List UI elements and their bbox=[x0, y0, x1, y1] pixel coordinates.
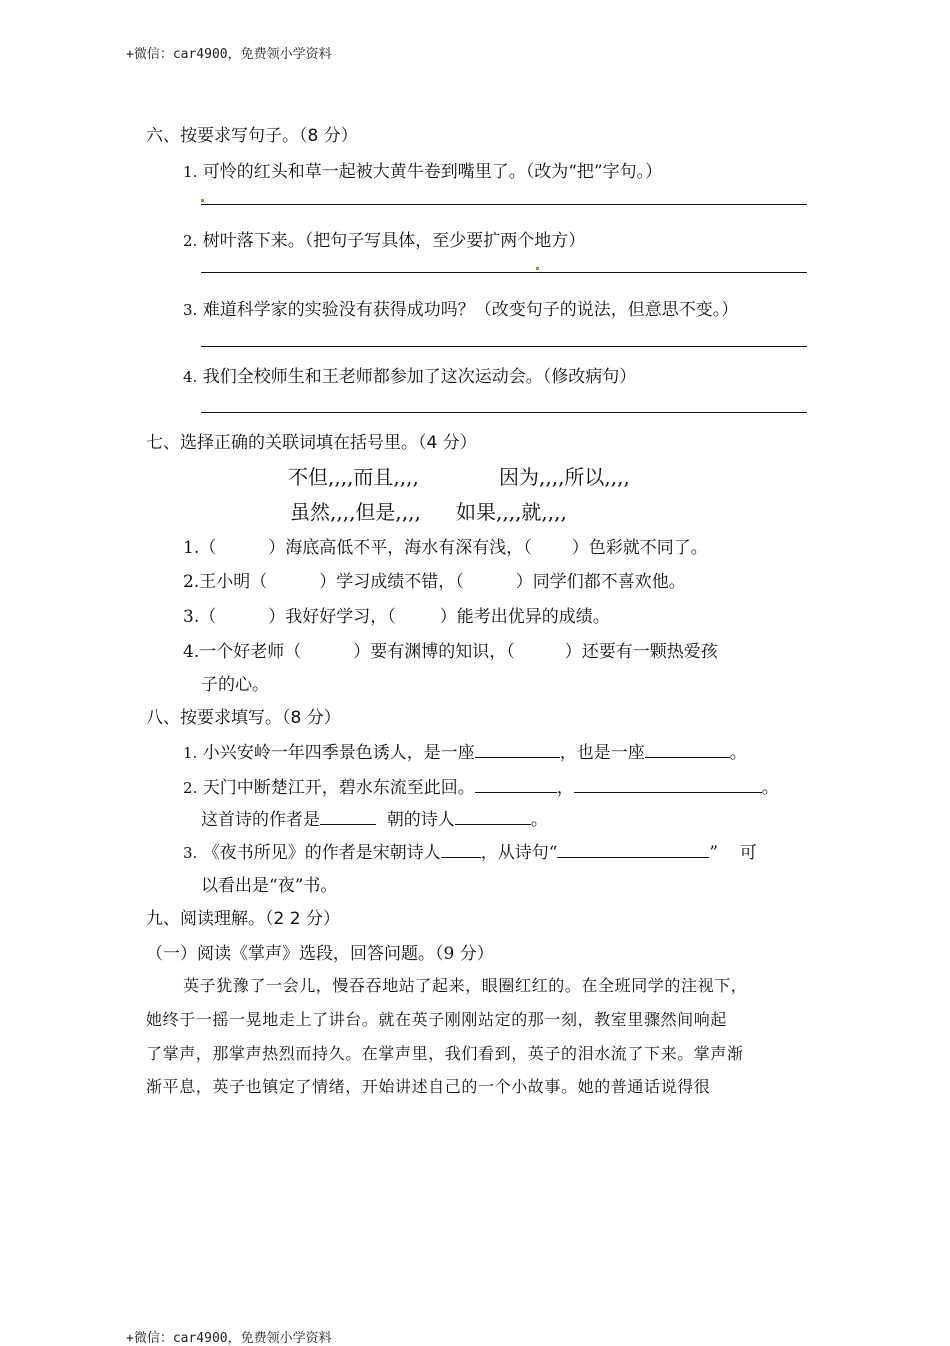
s7-q2-part-b: ）学习成绩不错，（ bbox=[319, 572, 464, 592]
s7-question-2 bbox=[183, 567, 686, 592]
s6-q3-number: 3. bbox=[183, 301, 198, 319]
passage-line-1: 英子犹豫了一会儿，慢吞吞地站了起来，眼圈红红的。在全班同学的注视下， bbox=[183, 976, 748, 995]
s7-q2-part-a: 王小明（ bbox=[199, 572, 268, 592]
s7-q1-part-a: （ bbox=[199, 538, 217, 558]
watermark-bottom: +微信：car4900，免费领小学资料 bbox=[126, 1331, 332, 1346]
s7-q2-part-c: ）同学们都不喜欢他。 bbox=[515, 572, 686, 592]
s7-question-4 bbox=[183, 637, 718, 662]
passage-line-3: 了掌声，那掌声热烈而持久。在掌声里，我们看到，英子的泪水流了下来。掌声渐 bbox=[146, 1044, 744, 1063]
s6-question-3 bbox=[183, 295, 738, 320]
passage-line-4: 渐平息，英子也镇定了情绪，开始讲述自己的一个小故事。她的普通话说得很 bbox=[146, 1077, 711, 1096]
s7-q1-number: 1. bbox=[183, 538, 200, 558]
s8-q3-number: 3. bbox=[183, 844, 198, 862]
s6-q4-number: 4. bbox=[183, 368, 198, 386]
s8-q2-number: 2. bbox=[183, 779, 198, 797]
s8-q1-blank-2[interactable] bbox=[645, 743, 730, 758]
s8-q2-part-d: 这首诗的作者是 bbox=[201, 810, 320, 830]
section-9-subtitle: （一）阅读《掌声》选段，回答问题。（9 分） bbox=[146, 944, 494, 964]
s6-q3-text: 难道科学家的实验没有获得成功吗？（改变句子的说法，但意思不变。） bbox=[202, 300, 739, 320]
s8-q2-part-c: 。 bbox=[761, 778, 779, 798]
ink-speck bbox=[536, 267, 539, 270]
s7-question-1 bbox=[183, 533, 708, 558]
passage-line-2: 她终于一摇一晃地走上了讲台。就在英子刚刚站定的那一刻，教室里骤然间响起 bbox=[146, 1010, 728, 1029]
s8-q1-part-c: 。 bbox=[729, 743, 747, 763]
watermark-top: +微信：car4900，免费领小学资料 bbox=[126, 47, 332, 62]
s6-q2-number: 2. bbox=[183, 232, 198, 250]
ink-speck bbox=[201, 199, 204, 202]
conjunction-option-1: 不但,,,,而且,,,, bbox=[288, 465, 419, 489]
s8-q3-part-d: 可 bbox=[739, 843, 757, 863]
s8-q2-part-b: ， bbox=[556, 778, 574, 798]
s7-q1-part-c: ）色彩就不同了。 bbox=[571, 538, 708, 558]
section-9-title: 九、阅读理解。（2 2 分） bbox=[146, 909, 340, 929]
s6-q1-number: 1. bbox=[183, 163, 198, 181]
conjunction-option-3: 虽然,,,,但是,,,, bbox=[290, 500, 421, 524]
section-7-title: 七、选择正确的关联词填在括号里。（4 分） bbox=[146, 433, 477, 453]
s6-q4-text: 我们全校师生和王老师都参加了这次运动会。（修改病句） bbox=[202, 367, 637, 387]
s8-q2-blank-author[interactable] bbox=[320, 810, 376, 825]
conjunction-option-4: 如果,,,,就,,,, bbox=[456, 500, 567, 524]
s8-q3-blank-verse[interactable] bbox=[557, 843, 709, 858]
s8-question-2 bbox=[183, 773, 779, 798]
s8-q3-blank-poet[interactable] bbox=[441, 843, 481, 858]
s6-question-4 bbox=[183, 362, 636, 387]
s6-question-1 bbox=[183, 157, 662, 182]
s8-q1-part-a: 小兴安岭一年四季景色诱人，是一座 bbox=[202, 743, 475, 763]
s7-q4-continuation: 子的心。 bbox=[201, 675, 269, 695]
s8-q1-number: 1. bbox=[183, 744, 198, 762]
s7-q3-part-a: （ bbox=[199, 607, 217, 627]
conjunction-option-2: 因为,,,,所以,,,, bbox=[499, 465, 630, 489]
s7-q2-number: 2. bbox=[183, 572, 200, 592]
s7-q4-part-c: ）还要有一颗热爱孩 bbox=[564, 642, 718, 662]
s8-q3-part-c: ” bbox=[709, 843, 719, 863]
s8-q3-part-a: 《夜书所见》的作者是宋朝诗人 bbox=[202, 843, 441, 863]
s6-question-2 bbox=[183, 226, 585, 251]
s6-answer-line-4[interactable] bbox=[201, 412, 807, 413]
s8-q2-part-f: 。 bbox=[530, 810, 548, 830]
s8-q3-part-b: ，从诗句“ bbox=[480, 843, 558, 863]
s6-q2-text: 树叶落下来。（把句子写具体，至少要扩两个地方） bbox=[202, 231, 586, 251]
s7-q4-part-b: ）要有渊博的知识，（ bbox=[353, 642, 515, 662]
s8-question-1 bbox=[183, 738, 747, 763]
s8-q3-continuation: 以看出是“夜”书。 bbox=[201, 876, 338, 896]
s8-q2-part-a: 天门中断楚江开，碧水东流至此回。 bbox=[202, 778, 475, 798]
s7-q3-part-b: ）我好好学习，（ bbox=[268, 607, 396, 627]
s8-q1-blank-1[interactable] bbox=[475, 743, 560, 758]
s6-answer-line-1[interactable] bbox=[201, 204, 807, 205]
s8-q2-continuation bbox=[201, 805, 548, 830]
s8-q2-part-e: 朝的诗人 bbox=[386, 810, 455, 830]
s7-q3-number: 3. bbox=[183, 607, 200, 627]
section-8-title: 八、按要求填写。（8 分） bbox=[146, 708, 341, 728]
s8-q2-blank-2[interactable] bbox=[574, 778, 762, 793]
s8-question-3 bbox=[183, 838, 757, 863]
s8-q1-part-b: ，也是一座 bbox=[559, 743, 645, 763]
s7-q1-part-b: ）海底高低不平，海水有深有浅，（ bbox=[268, 538, 532, 558]
s6-answer-line-3[interactable] bbox=[201, 346, 807, 347]
s8-q2-blank-dynasty[interactable] bbox=[455, 810, 531, 825]
s6-q1-text: 可怜的红头和草一起被大黄牛卷到嘴里了。（改为“把”字句。） bbox=[202, 162, 663, 182]
s7-q4-part-a: 一个好老师（ bbox=[199, 642, 302, 662]
section-6-title: 六、按要求写句子。（8 分） bbox=[146, 126, 358, 146]
s7-q4-number: 4. bbox=[183, 642, 200, 662]
s7-question-3 bbox=[183, 602, 610, 627]
s7-q3-part-c: ）能考出优异的成绩。 bbox=[439, 607, 610, 627]
s8-q2-blank-1[interactable] bbox=[475, 778, 557, 793]
s6-answer-line-2[interactable] bbox=[201, 272, 807, 273]
